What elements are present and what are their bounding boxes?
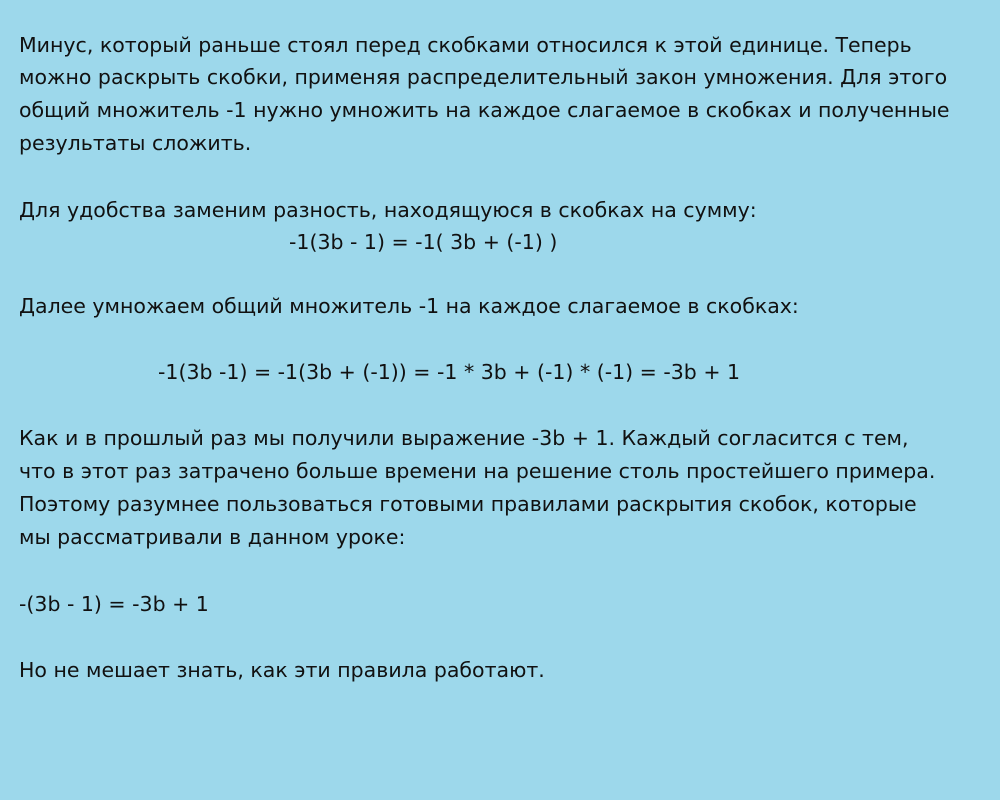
paragraph-1-line-1: Минус, который раньше стоял перед скобками относился к этой единице. Теперь <box>19 33 912 57</box>
paragraph-4-line-4: мы рассматривали в данном уроке: <box>19 525 406 549</box>
paragraph-1-line-2: можно раскрыть скобки, применяя распределительный закон умножения. Для этого <box>19 65 948 89</box>
paragraph-1-line-4: результаты сложить. <box>19 131 252 155</box>
paragraph-3: Далее умножаем общий множитель -1 на каждое слагаемое в скобках: <box>19 294 799 318</box>
paragraph-4-line-3: Поэтому разумнее пользоваться готовыми правилами раскрытия скобок, которые <box>19 492 917 516</box>
paragraph-2: Для удобства заменим разность, находящуюся в скобках на сумму: <box>19 198 757 222</box>
formula-2: -1(3b -1) = -1(3b + (-1)) = -1 * 3b + (-1) * (-1) = -3b + 1 <box>158 360 741 384</box>
formula-3: -(3b - 1) = -3b + 1 <box>19 592 209 616</box>
paragraph-5: Но не мешает знать, как эти правила работают. <box>19 658 545 682</box>
paragraph-4-line-2: что в этот раз затрачено больше времени на решение столь простейшего примера. <box>19 459 936 483</box>
formula-1: -1(3b - 1) = -1( 3b + (-1) ) <box>289 230 558 254</box>
paragraph-4-line-1: Как и в прошлый раз мы получили выражение -3b + 1. Каждый согласится с тем, <box>19 426 909 450</box>
paragraph-1-line-3: общий множитель -1 нужно умножить на каждое слагаемое в скобках и полученные <box>19 98 950 122</box>
